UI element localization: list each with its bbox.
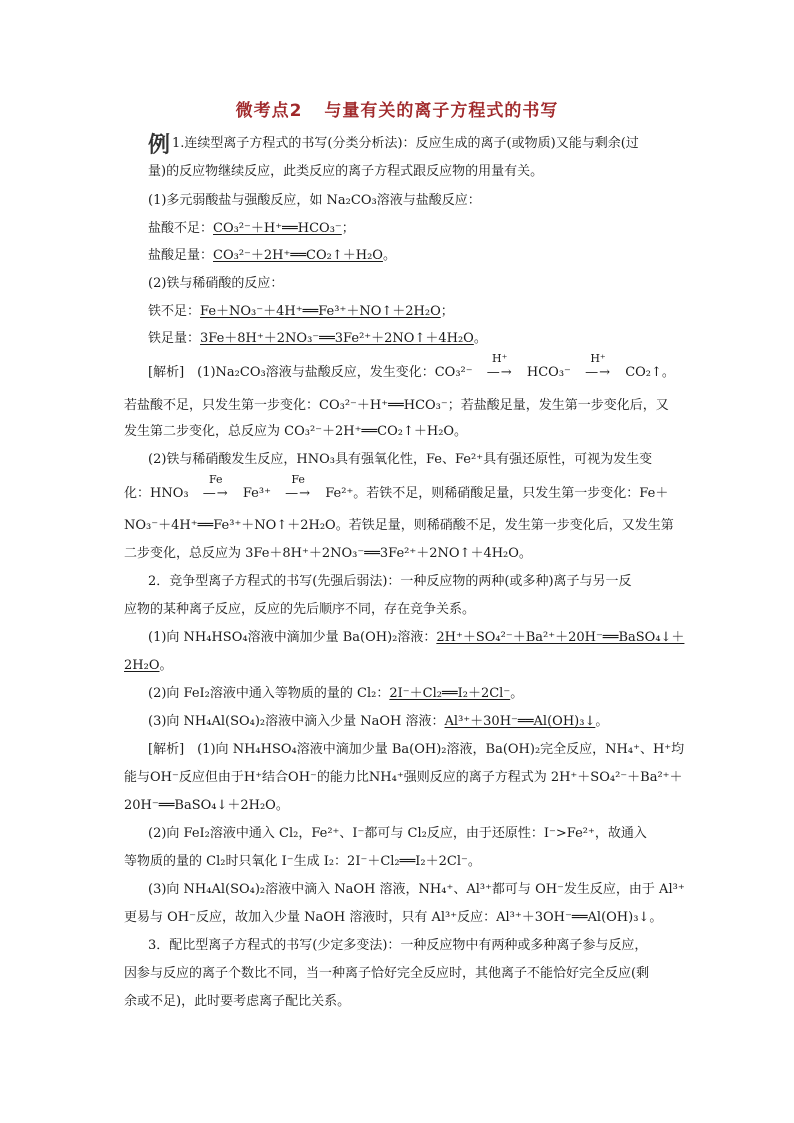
answer-line [148, 244, 396, 268]
page-title [0, 96, 794, 121]
analysis-text: CO₂↑。 [625, 365, 675, 380]
punct: 。 [382, 248, 396, 263]
answer-line [148, 682, 523, 706]
label: (1)向 NH₄HSO₄溶液中滴加少量 Ba(OH)₂溶液： [148, 630, 437, 645]
analysis-text: 化：HNO₃ [124, 486, 189, 501]
text-line: 3．配比型离子方程式的书写(少定多变法)：一种反应物中有两种或多种离子参与反应， [148, 938, 648, 953]
reaction-arrow: H⁺ —→ [575, 361, 621, 385]
reaction-arrow: Fe —→ [275, 482, 321, 506]
analysis-text: [解析] (1)Na₂CO₃溶液与盐酸反应，发生变化：CO₃²⁻ [148, 365, 473, 380]
label: 铁不足： [148, 304, 201, 319]
title-part2: 与量有关的离子方程式的书写 [324, 101, 559, 121]
arrow-label: H⁺ [590, 352, 606, 365]
label: 盐酸不足： [148, 221, 214, 236]
arrow-label: Fe [291, 473, 305, 486]
text-line: (3)向 NH₄Al(SO₄)₂溶液中滴入 NaOH 溶液，NH₄⁺、Al³⁺都可与 OH⁻发生反应，由于 Al³⁺ [148, 882, 685, 897]
text-line: 应物的某种离子反应，反应的先后顺序不同，存在竞争关系。 [124, 602, 476, 617]
answer-line [148, 626, 684, 650]
answer-line [124, 654, 173, 678]
label: (3)向 NH₄Al(SO₄)₂溶液中滴入少量 NaOH 溶液： [148, 714, 445, 729]
answer-blank: 2H₂O [124, 658, 160, 673]
example-mark: 例 [148, 132, 171, 158]
text-line: 余或不足)，此时要考虑离子配比关系。 [124, 994, 351, 1009]
answer-blank: 2I⁻＋Cl₂══I₂＋2Cl⁻ [389, 686, 511, 701]
text-line: 二步变化，总反应为 3Fe＋8H⁺＋2NO₃⁻══3Fe²⁺＋2NO↑＋4H₂O。 [124, 546, 532, 561]
label: (2)向 FeI₂溶液中通入等物质的量的 Cl₂： [148, 686, 390, 701]
punct: 。 [595, 714, 609, 729]
label: 铁足量： [148, 331, 201, 346]
answer-blank: Al³⁺＋30H⁻══Al(OH)₃↓ [444, 714, 596, 729]
text-line: NO₃⁻＋4H⁺══Fe³⁺＋NO↑＋2H₂O。若铁足量，则稀硝酸不足，发生第一步变化后，又发生第 [124, 518, 674, 533]
text-line: 因参与反应的离子个数比不同，当一种离子恰好完全反应时，其他离子不能恰好完全反应(剩 [124, 966, 650, 981]
label: 盐酸足量： [148, 248, 214, 263]
punct: 。 [159, 658, 173, 673]
answer-blank: 2H⁺＋SO₄²⁻＋Ba²⁺＋20H⁻══BaSO₄↓＋ [436, 630, 685, 645]
punct: 。 [510, 686, 524, 701]
text-line: 等物质的量的 Cl₂时只氧化 I⁻生成 I₂：2I⁻＋Cl₂══I₂＋2Cl⁻。 [124, 854, 481, 869]
answer-blank: CO₃²⁻＋H⁺══HCO₃⁻ [213, 221, 342, 236]
text-line: 量)的反应物继续反应，此类反应的离子方程式跟反应物的用量有关。 [148, 164, 544, 179]
text-line: (1)多元弱酸盐与强酸反应，如 Na₂CO₃溶液与盐酸反应： [148, 193, 481, 208]
analysis-line [148, 352, 675, 385]
punct: ； [440, 304, 454, 319]
analysis-line [124, 473, 669, 506]
answer-line [148, 300, 454, 324]
answer-line [148, 217, 355, 241]
text-line: (2)铁与稀硝酸的反应： [148, 276, 284, 291]
analysis-text: HCO₃⁻ [526, 365, 571, 380]
analysis-text: Fe³⁺ [242, 486, 271, 501]
text-line: 能与OH⁻反应但由于H⁺结合OH⁻的能力比NH₄⁺强则反应的离子方程式为 2H⁺＋SO₄²⁻＋Ba²⁺＋ [124, 770, 683, 785]
text-line: 20H⁻══BaSO₄↓＋2H₂O。 [124, 798, 289, 813]
reaction-arrow: H⁺ —→ [477, 361, 523, 385]
answer-blank: Fe＋NO₃⁻＋4H⁺══Fe³⁺＋NO↑＋2H₂O [200, 304, 441, 319]
text-line: 1.连续型离子方程式的书写(分类分析法)：反应生成的离子(或物质)又能与剩余(过 [172, 136, 639, 151]
text-line: [解析] (1)向 NH₄HSO₄溶液中滴加少量 Ba(OH)₂溶液，Ba(OH)₂完全反应，NH₄⁺、H⁺均 [148, 742, 685, 757]
punct: 。 [473, 331, 487, 346]
text-line: 若盐酸不足，只发生第一步变化：CO₃²⁻＋H⁺══HCO₃⁻；若盐酸足量，发生第一步变化后，又 [124, 398, 669, 413]
title-part1: 微考点2 [235, 101, 303, 121]
answer-blank: CO₃²⁻＋2H⁺══CO₂↑＋H₂O [213, 248, 383, 263]
answer-line [148, 710, 608, 734]
answer-blank: 3Fe＋8H⁺＋2NO₃⁻══3Fe²⁺＋2NO↑＋4H₂O [200, 331, 474, 346]
text-line: 2．竞争型离子方程式的书写(先强后弱法)：一种反应物的两种(或多种)离子与另一反 [148, 574, 632, 589]
text-line: 更易与 OH⁻反应，故加入少量 NaOH 溶液时，只有 Al³⁺反应：Al³⁺＋3OH⁻══Al(OH)₃↓。 [124, 910, 663, 925]
text-line: (2)向 FeI₂溶液中通入 Cl₂，Fe²⁺、I⁻都可与 Cl₂反应，由于还原性：I⁻>Fe²⁺，故通入 [148, 826, 647, 841]
reaction-arrow: Fe —→ [193, 482, 239, 506]
answer-line [148, 327, 487, 351]
analysis-text: Fe²⁺。若铁不足，则稀硝酸足量，只发生第一步变化：Fe＋ [325, 486, 669, 501]
text-line: 发生第二步变化，总反应为 CO₃²⁻＋2H⁺══CO₂↑＋H₂O。 [124, 424, 468, 439]
punct: ； [341, 221, 355, 236]
arrow-label: H⁺ [492, 352, 508, 365]
arrow-label: Fe [208, 473, 223, 486]
text-line: (2)铁与稀硝酸发生反应，HNO₃具有强氧化性，Fe、Fe²⁺具有强还原性，可视为发生变 [148, 452, 653, 467]
